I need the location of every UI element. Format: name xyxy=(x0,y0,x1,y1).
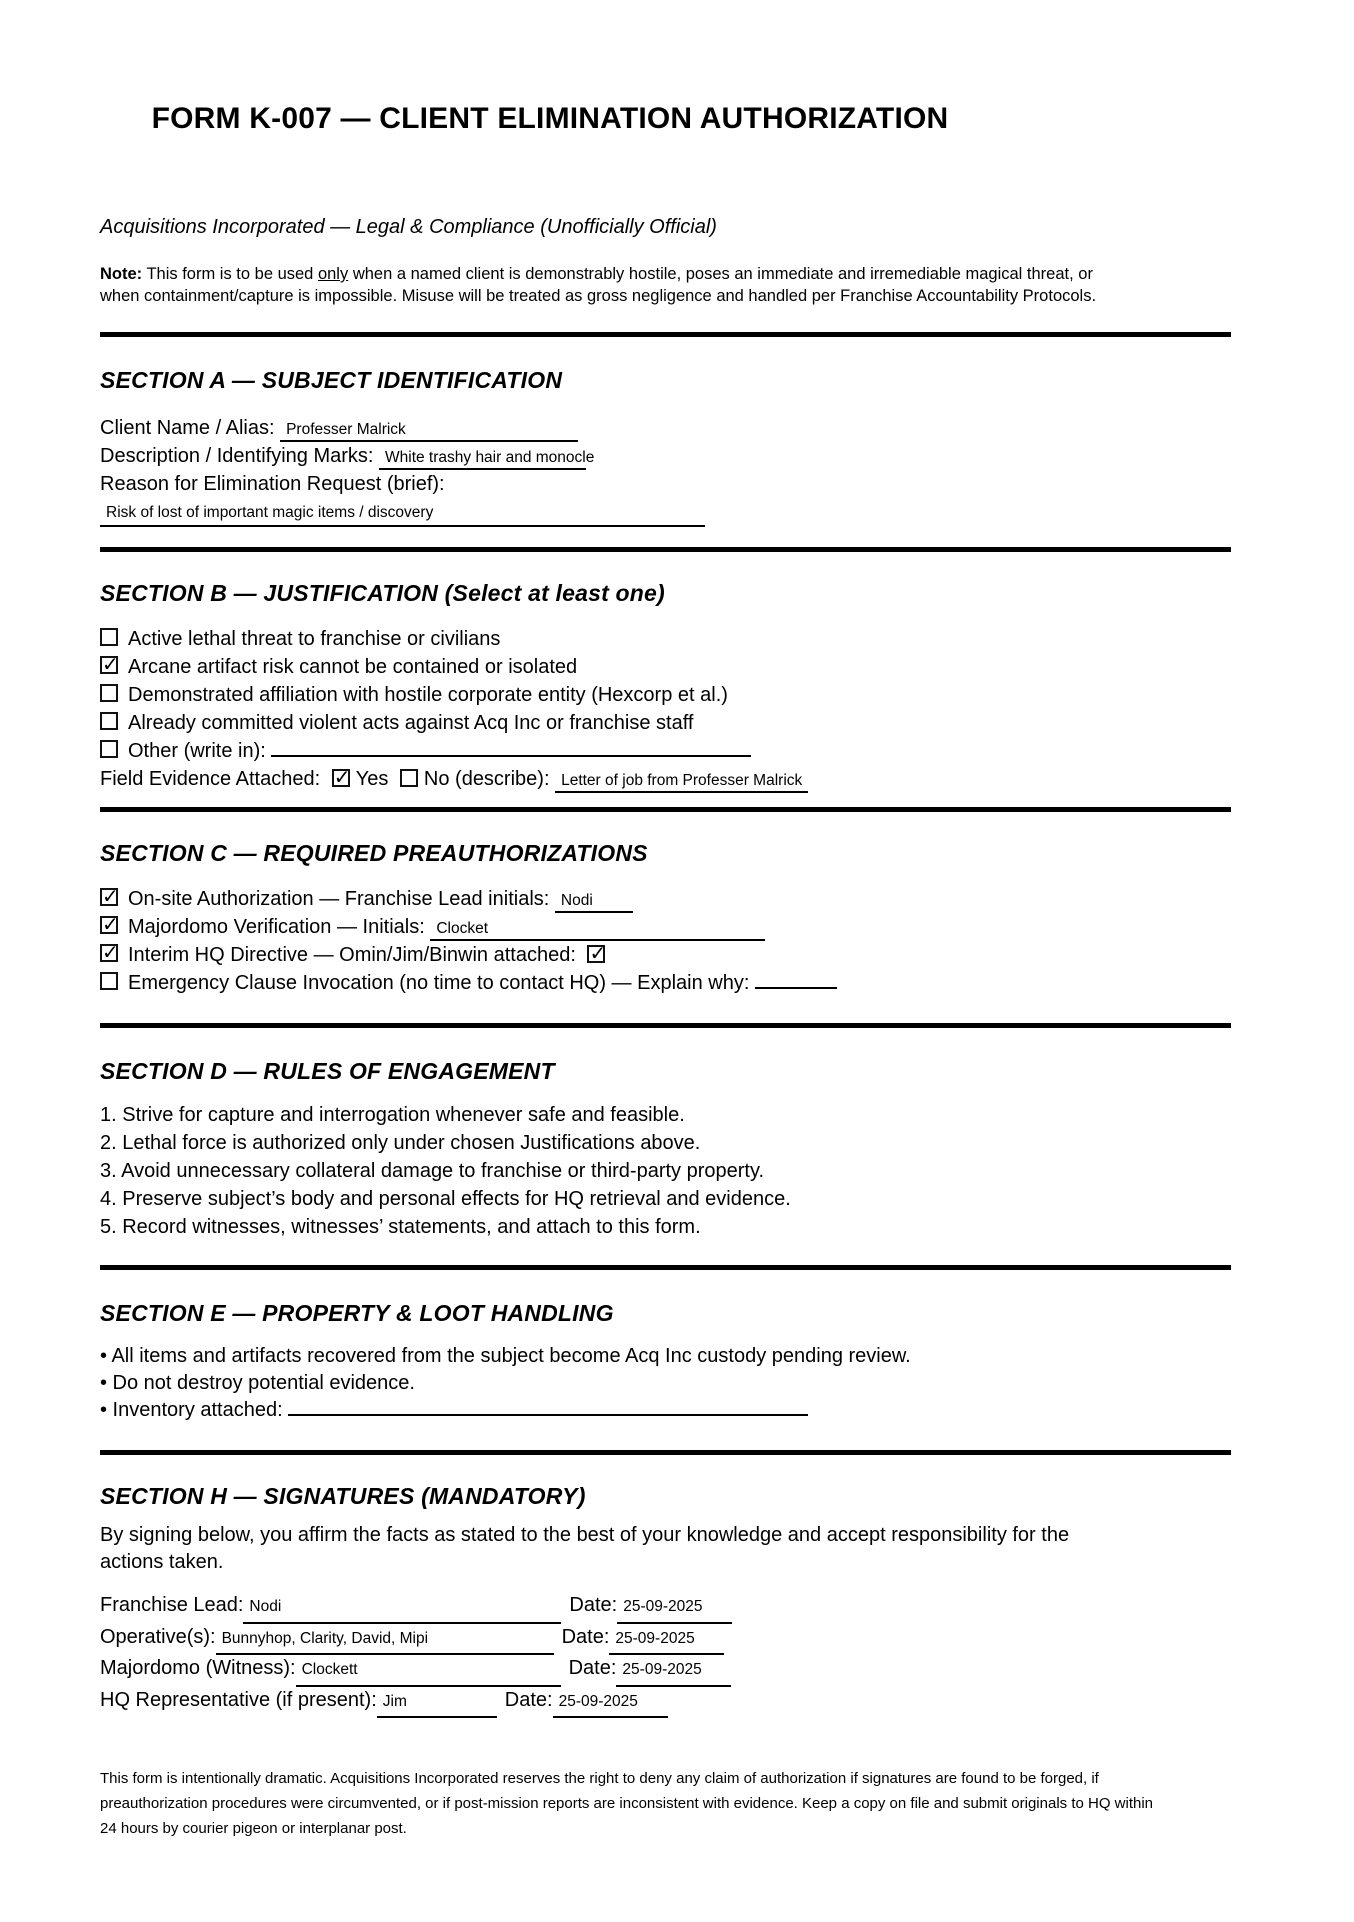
franchise-lead-label: Franchise Lead: xyxy=(100,1594,244,1616)
reason-label-row xyxy=(100,472,1260,496)
note-paragraph xyxy=(100,263,1260,307)
justification-row-other: Other (write in): xyxy=(100,737,1260,765)
client-name-row xyxy=(100,416,1260,442)
preauth-row-onsite: ✓On-site Authorization — Franchise Lead initials: Nodi xyxy=(100,885,1260,913)
divider xyxy=(100,807,1231,812)
footer-line-3: 24 hours by courier pigeon or interplanar post. xyxy=(100,1820,407,1837)
section-d-heading: SECTION D — RULES OF ENGAGEMENT xyxy=(100,1058,555,1084)
loot-bullet-1: • All items and artifacts recovered from the subject become Acq Inc custody pending review. xyxy=(100,1345,911,1367)
signature-row-operatives: Operative(s): Bunnyhop, Clarity, David, Mipi Date: 25-09-2025 xyxy=(100,1624,1260,1656)
other-write-in-field[interactable] xyxy=(271,754,751,757)
preauth-checkbox-onsite[interactable] xyxy=(100,888,118,906)
hq-representative-date-field[interactable]: 25-09-2025 xyxy=(553,1688,668,1719)
justification-checkbox-active-threat[interactable] xyxy=(100,628,118,646)
note-label: Note: xyxy=(100,265,143,283)
note-line-2: when containment/capture is impossible. Misuse will be treated as gross negligence and handled per Franchise Accountability Protocols. xyxy=(100,287,1097,305)
inventory-label: • Inventory attached: xyxy=(100,1399,283,1421)
justification-checkbox-violent-acts[interactable] xyxy=(100,712,118,730)
divider xyxy=(100,1023,1231,1028)
majordomo-date-field[interactable]: 25-09-2025 xyxy=(616,1656,731,1687)
preauth-checkbox-majordomo[interactable] xyxy=(100,916,118,934)
reason-value-row xyxy=(100,498,1260,527)
preauth-row-emergency: Emergency Clause Invocation (no time to contact HQ) — Explain why: xyxy=(100,969,1260,997)
section-b-heading: SECTION B — JUSTIFICATION (Select at least one) xyxy=(100,580,665,606)
majordomo-witness-label: Majordomo (Witness): xyxy=(100,1657,296,1679)
signature-row-majordomo: Majordomo (Witness): Clockett Date: 25-09-2025 xyxy=(100,1655,1260,1687)
description-field[interactable]: White trashy hair and monocle xyxy=(379,449,586,470)
client-name-label: Client Name / Alias: xyxy=(100,417,275,439)
field-evidence-row: Field Evidence Attached: ✓ Yes No (describe): Letter of job from Professer Malrick xyxy=(100,765,1260,793)
reason-field[interactable]: Risk of lost of important magic items / discovery xyxy=(100,504,705,527)
legal-footer xyxy=(100,1766,1285,1841)
rule-item-4: 4. Preserve subject’s body and personal effects for HQ retrieval and evidence. xyxy=(100,1188,791,1210)
divider xyxy=(100,332,1231,337)
note-line-1: Note: This form is to be used only when a named client is demonstrably hostile, poses an immediate and irremediable magical threat, or xyxy=(100,265,1093,283)
majordomo-initials-field[interactable]: Clocket xyxy=(430,920,765,941)
divider xyxy=(100,547,1231,552)
footer-line-2: preauthorization procedures were circumvented, or if post-mission reports are inconsistent with evidence. Keep a copy on file and submit originals to HQ within xyxy=(100,1795,1154,1812)
evidence-describe-field[interactable]: Letter of job from Professer Malrick xyxy=(555,772,808,793)
section-c-heading: SECTION C — REQUIRED PREAUTHORIZATIONS xyxy=(100,840,648,866)
evidence-no-checkbox[interactable] xyxy=(400,769,418,787)
rule-item-1: 1. Strive for capture and interrogation whenever safe and feasible. xyxy=(100,1104,685,1126)
signature-row-hq-representative: HQ Representative (if present): Jim Date: 25-09-2025 xyxy=(100,1687,1260,1719)
divider xyxy=(100,1265,1231,1270)
preauth-checkbox-interim-hq[interactable] xyxy=(100,944,118,962)
signature-row-franchise-lead: Franchise Lead: Nodi Date: 25-09-2025 xyxy=(100,1592,1260,1624)
inventory-attached-field[interactable] xyxy=(288,1413,808,1416)
form-title: FORM K-007 — CLIENT ELIMINATION AUTHORIZATION xyxy=(151,102,949,135)
justification-checkbox-arcane-artifact[interactable] xyxy=(100,656,118,674)
loot-handling-list xyxy=(100,1343,1260,1424)
rule-item-3: 3. Avoid unnecessary collateral damage to franchise or third-party property. xyxy=(100,1160,765,1182)
justification-checkbox-hostile-entity[interactable] xyxy=(100,684,118,702)
rule-item-2: 2. Lethal force is authorized only under chosen Justifications above. xyxy=(100,1132,701,1154)
section-h-heading: SECTION H — SIGNATURES (MANDATORY) xyxy=(100,1483,586,1509)
preauth-row-majordomo: ✓Majordomo Verification — Initials: Clocket xyxy=(100,913,1260,941)
rule-item-5: 5. Record witnesses, witnesses’ statements, and attach to this form. xyxy=(100,1216,701,1238)
operatives-date-field[interactable]: 25-09-2025 xyxy=(609,1625,724,1656)
description-row xyxy=(100,444,1260,470)
franchise-lead-signature-field[interactable]: Nodi xyxy=(243,1593,561,1624)
rules-of-engagement-list xyxy=(100,1101,1260,1241)
description-label: Description / Identifying Marks: xyxy=(100,445,374,467)
directive-attached-checkbox[interactable] xyxy=(587,945,605,963)
client-name-field[interactable]: Professer Malrick xyxy=(280,421,578,442)
franchise-lead-initials-field[interactable]: Nodi xyxy=(555,892,633,913)
preauth-checkbox-emergency[interactable] xyxy=(100,972,118,990)
field-evidence-label: Field Evidence Attached: xyxy=(100,768,321,790)
reason-label: Reason for Elimination Request (brief): xyxy=(100,473,445,495)
hq-representative-signature-field[interactable]: Jim xyxy=(377,1688,497,1719)
section-e-heading: SECTION E — PROPERTY & LOOT HANDLING xyxy=(100,1300,614,1326)
majordomo-signature-field[interactable]: Clockett xyxy=(296,1656,561,1687)
signature-affirmation: By signing below, you affirm the facts as stated to the best of your knowledge and accept responsibility for the actions taken. xyxy=(100,1524,1070,1573)
justification-checkbox-other[interactable] xyxy=(100,740,118,758)
evidence-yes-checkbox[interactable] xyxy=(332,769,350,787)
footer-line-1: This form is intentionally dramatic. Acquisitions Incorporated reserves the right to deny any claim of authorization if signatures are found to be forged, if xyxy=(100,1770,1099,1787)
justification-row-hostile-entity: Demonstrated affiliation with hostile corporate entity (Hexcorp et al.) xyxy=(100,681,1260,709)
section-a-heading: SECTION A — SUBJECT IDENTIFICATION xyxy=(100,367,563,393)
explain-why-field[interactable] xyxy=(755,986,837,989)
justification-row-violent-acts: Already committed violent acts against Acq Inc or franchise staff xyxy=(100,709,1260,737)
form-subtitle: Acquisitions Incorporated — Legal & Compliance (Unofficially Official) xyxy=(100,216,717,238)
hq-representative-label: HQ Representative (if present): xyxy=(100,1688,377,1711)
divider xyxy=(100,1450,1231,1455)
justification-row-active-threat: Active lethal threat to franchise or civilians xyxy=(100,625,1260,653)
franchise-lead-date-field[interactable]: 25-09-2025 xyxy=(617,1593,732,1624)
operatives-label: Operative(s): xyxy=(100,1625,216,1648)
justification-row-arcane-artifact: ✓Arcane artifact risk cannot be contained or isolated xyxy=(100,653,1260,681)
preauth-row-interim-hq: ✓Interim HQ Directive — Omin/Jim/Binwin attached: ✓ xyxy=(100,941,1260,969)
loot-bullet-2: • Do not destroy potential evidence. xyxy=(100,1372,415,1394)
operatives-signature-field[interactable]: Bunnyhop, Clarity, David, Mipi xyxy=(216,1625,554,1656)
note-underlined-word: only xyxy=(317,265,349,283)
inventory-row xyxy=(100,1397,1260,1424)
